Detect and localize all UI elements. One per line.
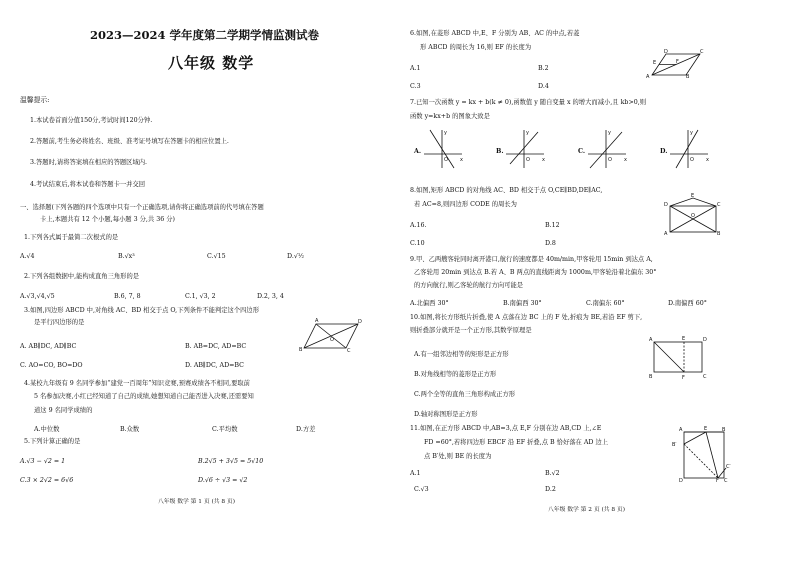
q4-option-d: D.方差 <box>296 426 316 433</box>
q8-line1: 8.如图,矩形 ABCD 的对角线 AC、BD 相交于点 O,CE∥BD,DE∥AC, <box>410 187 603 194</box>
exam-subtitle: 八年级 数学 <box>168 54 255 72</box>
q4-option-c: C.平均数 <box>212 426 238 433</box>
q8-label-a: A <box>664 231 668 237</box>
q2-option-a: A.√3,√4,√5 <box>20 293 55 300</box>
q4-line3: 道这 9 名同学成绩的 <box>34 407 93 414</box>
q3-option-d: D. AB∥DC, AD=BC <box>185 362 244 369</box>
q3-label-b: B <box>299 347 303 353</box>
q9-line3: 的方向航行,则乙客轮的航行方向可能是 <box>414 282 524 289</box>
q11-label-b: B <box>722 427 726 433</box>
section-heading-line1: 一、选择题(下列各题的四个选项中只有一个正确选项,请你将正确选项前的代号填在答题 <box>20 204 264 211</box>
q11-option-a: A.1 <box>410 470 421 477</box>
q5-option-c: C.3 × 2√2 = 6√6 <box>20 477 74 484</box>
q6-option-c: C.3 <box>410 83 421 90</box>
q9-option-a: A.北偏西 30° <box>410 300 449 307</box>
q7-graph-d <box>670 128 710 170</box>
q3-parallelogram-figure <box>299 318 362 354</box>
q9-line2: 乙客轮用 20min 到达点 B.若 A、B 两点的直线距离为 1000m,甲客轮沿着北偏东 30° <box>414 269 657 276</box>
q3-option-a: A. AB∥DC, AD∥BC <box>20 343 77 350</box>
graph-b-y-label: y <box>526 130 529 136</box>
graph-a-origin-label: O <box>444 157 448 163</box>
q8-line2: 若 AC=8,则四边形 CODE 的周长为 <box>414 201 517 208</box>
q6-label-d: D <box>664 49 668 55</box>
graph-d-y-label: y <box>690 130 693 136</box>
q3-label-d: D <box>358 319 362 325</box>
q11-label-f: F <box>716 478 719 484</box>
q11-option-b: B.√2 <box>545 470 560 477</box>
q4-option-a: A.中位数 <box>34 426 60 433</box>
q10-line2: 则折叠部分就开是一个正方形,其数学原理是 <box>410 327 532 334</box>
q10-option-c: C.两个全等的直角三角形构成正方形 <box>414 391 516 398</box>
graph-c-y-label: y <box>608 130 611 136</box>
q11-label-b-prime: B′ <box>672 442 677 448</box>
q11-label-d: D <box>679 478 683 484</box>
graph-a-x-label: x <box>460 157 463 163</box>
q3-line2: 是平行四边形的是 <box>34 319 85 326</box>
q10-label-f: F <box>682 375 685 381</box>
q6-line2: 形 ABCD 的周长为 16,则 EF 的长度为 <box>420 44 532 51</box>
q10-option-d: D.轴对称图形是正方形 <box>414 411 478 418</box>
q1-stem: 1.下列各式属于最简二次根式的是 <box>24 234 119 241</box>
q1-option-a: A.√4 <box>20 253 35 260</box>
q11-line1: 11.如图,在正方形 ABCD 中,AB=3,点 E,F 分别在边 AB,CD 上,∠E <box>410 425 602 432</box>
q8-label-e: E <box>691 193 695 199</box>
q8-label-o: O <box>691 213 695 219</box>
q11-label-c-prime: C′ <box>726 464 731 470</box>
q10-label-b: B <box>649 374 653 380</box>
q11-label-c: C <box>724 478 728 484</box>
q2-option-b: B.6, 7, 8 <box>114 293 141 300</box>
q6-label-b: B <box>686 74 690 80</box>
q10-label-c: C <box>703 374 707 380</box>
q8-label-b: B <box>717 231 721 237</box>
q1-option-b: B.√x³ <box>118 253 135 260</box>
q5-option-b: B.2√5 + 3√5 = 5√10 <box>198 458 264 465</box>
q6-label-a: A <box>646 74 650 80</box>
q9-line1: 9.甲、乙两艘客轮同时离开港口,航行的速度都是 40m/min,甲客轮用 15min 到达点 A, <box>410 256 653 263</box>
notice-heading: 温馨提示: <box>20 96 50 104</box>
q6-option-d: D.4 <box>538 83 549 90</box>
q8-option-d: D.8 <box>545 240 556 247</box>
q4-line1: 4.某校九年级有 9 名同学参加“建党一百周年”知识竞赛,预赛成绩各不相同,要取前 <box>24 380 250 387</box>
q11-label-e: E <box>704 426 708 432</box>
q7-option-d: D. <box>660 148 668 155</box>
q7-option-c: C. <box>578 148 586 155</box>
graph-b-x-label: x <box>542 157 545 163</box>
q7-line2: 函数 y=kx+b 的图象大致是 <box>410 113 490 120</box>
q4-line2: 5 名参加决赛,小红已经知道了自己的成绩,她想知道自己能否进入决赛,还需要知 <box>34 393 254 400</box>
exam-title: 2023—2024 学年度第二学期学情监测试卷 <box>90 28 320 42</box>
q3-label-c: C <box>347 348 351 354</box>
q5-option-a: A.√3 − √2 = 1 <box>20 458 66 465</box>
q10-line1: 10.如图,将长方形纸片折叠,使 A 点落在边 BC 上的 F 处,折痕为 BE,若沿 EF 剪下, <box>410 314 643 321</box>
q6-line1: 6.如图,在菱形 ABCD 中,E、F 分别为 AB、AC 的中点,若菱 <box>410 30 580 37</box>
q8-option-a: A.16. <box>410 222 427 229</box>
q7-option-b: B. <box>496 148 504 155</box>
q6-option-b: B.2 <box>538 65 549 72</box>
q11-line2: FD =60°,若将四边形 EBCF 沿 EF 折叠,点 B 恰好落在 AD 边上 <box>424 439 609 446</box>
q11-line3: 点 B′处,则 BE 的长度为 <box>424 453 492 460</box>
q8-rectangle-figure <box>664 193 722 237</box>
q11-label-a: A <box>679 427 683 433</box>
notice-item: 4.考试结束后,将本试卷和答题卡一并交回 <box>30 181 146 188</box>
graph-d-x-label: x <box>706 157 709 163</box>
notice-item: 3.答题时,请将答案填在相应的答题区域内. <box>30 159 148 166</box>
q3-label-a: A <box>315 318 319 324</box>
q11-option-c: C.√3 <box>414 486 429 493</box>
q7-graph-b <box>506 128 546 170</box>
q7-graph-c <box>588 128 628 170</box>
q11-square-figure <box>672 426 731 484</box>
q6-label-e: E <box>653 60 657 66</box>
q8-label-d: D <box>664 202 668 208</box>
q10-label-d: D <box>703 337 707 343</box>
q7-line1: 7.已知一次函数 y = kx + b(k ≠ 0),函数值 y 随自变量 x 的增大而减小,且 kb>0,则 <box>410 99 647 106</box>
q1-option-c: C.√15 <box>207 253 226 260</box>
q8-option-b: B.12 <box>545 222 560 229</box>
q6-rhombus-figure <box>648 50 708 78</box>
q10-rectangle-figure <box>648 334 710 380</box>
q6-label-c: C <box>700 49 704 55</box>
graph-a-y-label: y <box>444 130 447 136</box>
q9-option-b: B.南偏西 30° <box>503 300 542 307</box>
q5-option-d: D.√6 ÷ √3 = √2 <box>198 477 248 484</box>
q6-label-f: F <box>676 59 679 65</box>
notice-item: 1.本试卷首面分值150分,考试时间120分钟. <box>30 117 153 124</box>
q7-option-a: A. <box>414 148 422 155</box>
section-heading-line2: 卡上,本题共有 12 个小题,每小题 3 分,共 36 分) <box>40 216 175 223</box>
q6-option-a: A.1 <box>410 65 421 72</box>
q10-label-e: E <box>682 336 686 342</box>
footer-page-2: 八年级 数学 第 2 页 (共 8 页) <box>548 507 625 513</box>
q1-option-d: D.√½ <box>287 253 304 260</box>
q7-graph-a <box>424 128 464 170</box>
q8-label-c: C <box>717 202 721 208</box>
q2-stem: 2.下列各组数据中,能构成直角三角形的是 <box>24 273 140 280</box>
q3-line1: 3.如图,四边形 ABCD 中,对角线 AC、BD 相交于点 O,下列条件不能判定这个四边形 <box>24 307 260 314</box>
q3-option-b: B. AB=DC, AD=BC <box>185 343 247 350</box>
q3-label-o: O <box>330 337 334 343</box>
q9-option-d: D.南偏西 60° <box>668 300 707 307</box>
notice-item: 2.答题前,考生务必将姓名、班级、准考证号填写在答题卡的相应位置上. <box>30 138 229 145</box>
footer-page-1: 八年级 数学 第 1 页 (共 8 页) <box>158 499 235 505</box>
q8-option-c: C.10 <box>410 240 425 247</box>
q10-option-b: B.对角线相等的菱形是正方形 <box>414 371 497 378</box>
q10-label-a: A <box>649 337 653 343</box>
q2-option-c: C.1, √3, 2 <box>185 293 216 300</box>
q10-option-a: A.有一组邻边相等的矩形是正方形 <box>414 351 509 358</box>
graph-c-origin-label: O <box>608 157 612 163</box>
q9-option-c: C.南偏东 60° <box>586 300 625 307</box>
q5-stem: 5.下列计算正确的是 <box>24 438 81 445</box>
q2-option-d: D.2, 3, 4 <box>257 293 284 300</box>
q4-option-b: B.众数 <box>120 426 140 433</box>
graph-d-origin-label: O <box>690 157 694 163</box>
graph-b-origin-label: O <box>526 157 530 163</box>
graph-c-x-label: x <box>624 157 627 163</box>
q3-option-c: C. AO=CO, BO=DO <box>20 362 83 369</box>
q11-option-d: D.2 <box>545 486 556 493</box>
